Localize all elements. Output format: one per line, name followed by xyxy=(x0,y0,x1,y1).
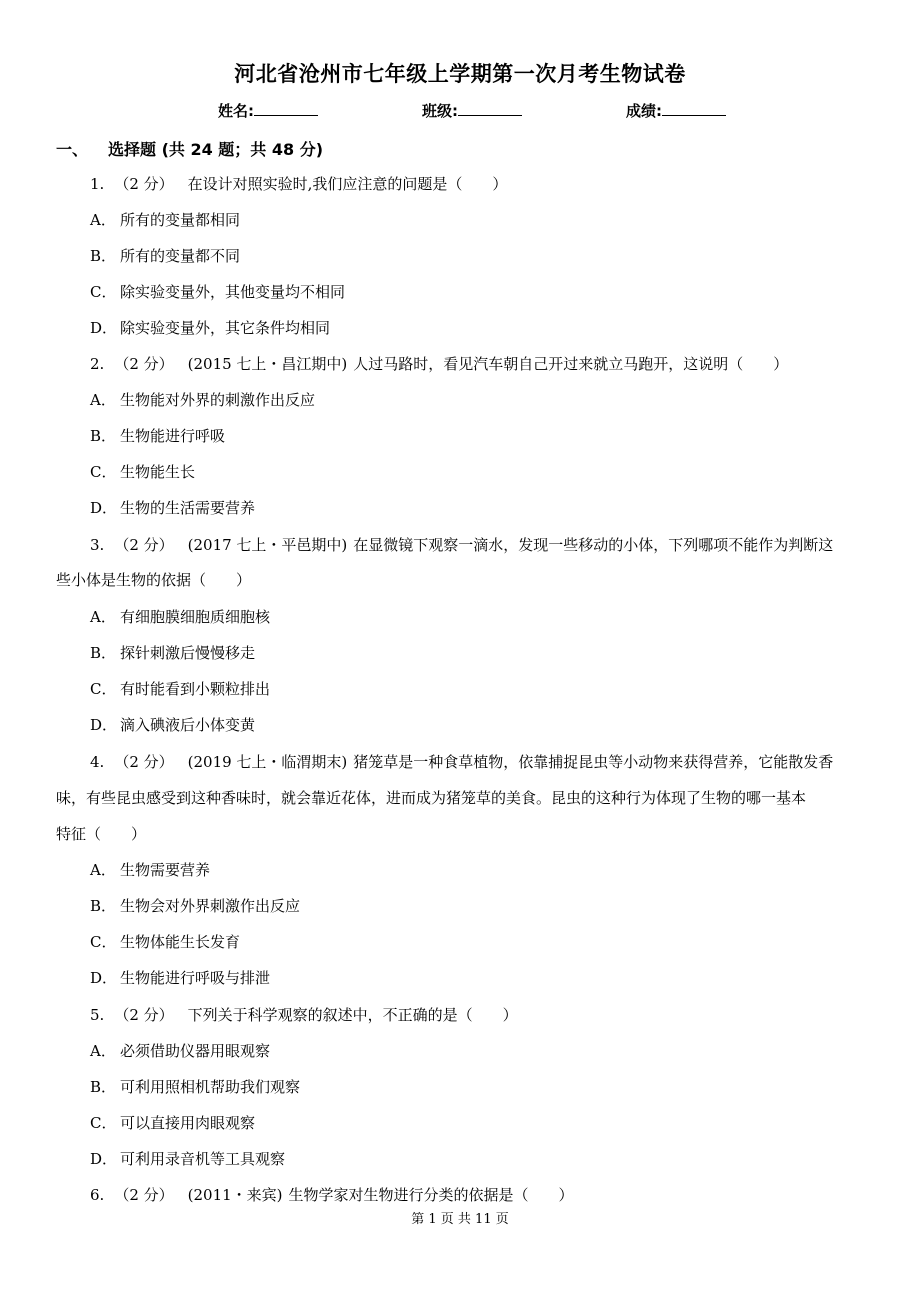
question-5 xyxy=(90,1005,518,1025)
question-score: （2 分） xyxy=(114,536,174,554)
class-field xyxy=(422,100,522,121)
question-text: 下列关于科学观察的叙述中，不正确的是（ ） xyxy=(187,1006,518,1024)
question-source: (2019 七上・临渭期末) xyxy=(187,753,348,771)
question-text: 猪笼草是一种食草植物，依靠捕捉昆虫等小动物来获得营养，它能散发香 xyxy=(353,753,834,771)
option-4d: D． 生物能进行呼吸与排泄 xyxy=(90,969,271,987)
class-label: 班级: xyxy=(422,102,458,120)
class-blank xyxy=(458,101,522,116)
option-5d: D． 可利用录音机等工具观察 xyxy=(90,1150,286,1168)
option-5b: B． 可利用照相机帮助我们观察 xyxy=(90,1078,301,1096)
question-score: （2 分） xyxy=(114,1186,174,1204)
question-score: （2 分） xyxy=(114,355,174,373)
question-number: 1. xyxy=(90,175,105,193)
question-text: 在显微镜下观察一滴水，发现一些移动的小体，下列哪项不能作为判断这 xyxy=(353,536,834,554)
section-number: 一、 xyxy=(56,140,89,159)
option-5c: C． 可以直接用肉眼观察 xyxy=(90,1114,256,1132)
option-4a: A． 生物需要营养 xyxy=(90,861,211,879)
score-label: 成绩: xyxy=(626,102,662,120)
exam-title: 河北省沧州市七年级上学期第一次月考生物试卷 xyxy=(234,62,686,86)
option-2c: C． 生物能生长 xyxy=(90,463,196,481)
question-text: 生物学家对生物进行分类的依据是（ ） xyxy=(288,1186,574,1204)
option-3b: B． 探针刺激后慢慢移走 xyxy=(90,644,256,662)
question-4-continued: 特征（ ） xyxy=(56,825,147,843)
question-number: 3. xyxy=(90,536,105,554)
score-blank xyxy=(662,101,726,116)
option-2b: B． 生物能进行呼吸 xyxy=(90,427,226,445)
question-3-continued: 些小体是生物的依据（ ） xyxy=(56,571,252,589)
option-1b: B． 所有的变量都不同 xyxy=(90,247,241,265)
question-2 xyxy=(90,354,788,374)
question-4-continued: 味，有些昆虫感受到这种香味时，就会靠近花体，进而成为猪笼草的美食。昆虫的这种行为体现了生物的哪一基本 xyxy=(56,789,807,807)
question-4 xyxy=(90,752,833,772)
option-1d: D． 除实验变量外，其它条件均相同 xyxy=(90,319,331,337)
option-1c: C． 除实验变量外，其他变量均不相同 xyxy=(90,283,346,301)
option-4b: B． 生物会对外界刺激作出反应 xyxy=(90,897,301,915)
name-field xyxy=(218,100,318,121)
question-number: 2. xyxy=(90,355,105,373)
option-4c: C． 生物体能生长发育 xyxy=(90,933,241,951)
score-field xyxy=(626,100,726,121)
question-text: 人过马路时，看见汽车朝自己开过来就立马跑开，这说明（ ） xyxy=(353,355,789,373)
name-blank xyxy=(254,101,318,116)
page-footer: 第 1 页 共 11 页 xyxy=(411,1212,509,1227)
section-label: 选择题 (共 24 题；共 48 分) xyxy=(108,140,324,159)
section-heading xyxy=(56,137,323,160)
question-number: 5. xyxy=(90,1006,105,1024)
question-3 xyxy=(90,535,833,555)
question-source: (2011・来宾) xyxy=(187,1186,283,1204)
question-number: 6. xyxy=(90,1186,105,1204)
option-2a: A． 生物能对外界的刺激作出反应 xyxy=(90,391,316,409)
option-2d: D． 生物的生活需要营养 xyxy=(90,499,256,517)
question-source: (2017 七上・平邑期中) xyxy=(187,536,348,554)
option-3d: D． 滴入碘液后小体变黄 xyxy=(90,716,256,734)
question-6 xyxy=(90,1185,574,1205)
question-score: （2 分） xyxy=(114,753,174,771)
option-5a: A． 必须借助仪器用眼观察 xyxy=(90,1042,271,1060)
option-3a: A． 有细胞膜细胞质细胞核 xyxy=(90,608,271,626)
question-source: (2015 七上・昌江期中) xyxy=(187,355,348,373)
name-label: 姓名: xyxy=(218,102,254,120)
option-1a: A． 所有的变量都相同 xyxy=(90,211,241,229)
question-text: 在设计对照实验时,我们应注意的问题是（ ） xyxy=(187,175,508,193)
question-score: （2 分） xyxy=(114,175,174,193)
question-score: （2 分） xyxy=(114,1006,174,1024)
option-3c: C． 有时能看到小颗粒排出 xyxy=(90,680,271,698)
question-1 xyxy=(90,174,507,194)
question-number: 4. xyxy=(90,753,105,771)
